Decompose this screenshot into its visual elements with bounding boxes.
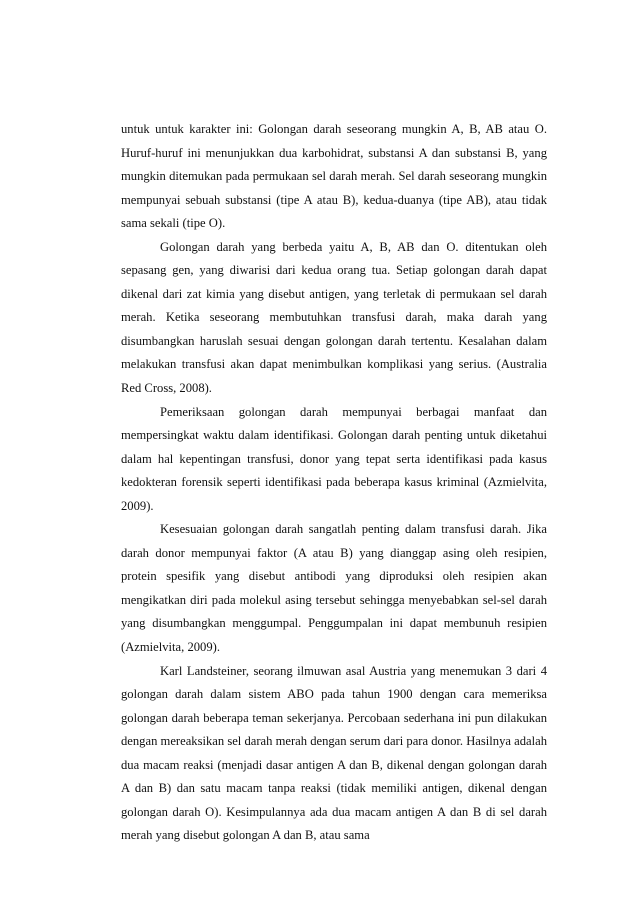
paragraph-landsteiner: Karl Landsteiner, seorang ilmuwan asal Austria yang menemukan 3 dari 4 golongan darah dalam sistem ABO pada tahun 1900 dengan cara memeriksa golongan darah beberapa teman sekerjanya. Percobaan sederhana ini pun dilakukan dengan mereaksikan sel darah merah dengan serum dari para donor. Hasilnya adalah dua macam reaksi (menjadi dasar antigen A dan B, dikenal dengan golongan darah A dan B) dan satu macam tanpa reaksi (tidak memiliki antigen, dikenal dengan golongan darah O). Kesimpulannya ada dua macam antigen A dan B di sel darah merah yang disebut golongan A dan B, atau sama — [121, 663, 547, 843]
paragraph-blood-compatibility: Kesesuaian golongan darah sangatlah penting dalam transfusi darah. Jika darah donor mempunyai faktor (A atau B) yang dianggap asing oleh resipien, protein spesifik yang disebut antibodi yang diproduksi oleh resipien akan mengikatkan diri pada molekul asing tersebut sehingga menyebabkan sel-sel darah yang disumbangkan menggumpal. Penggumpalan ini dapat membunuh resipien (Azmielvita, 2009). — [121, 522, 547, 655]
paragraph-blood-test-benefits: Pemeriksaan golongan darah mempunyai berbagai manfaat dan mempersingkat waktu dalam identifikasi. Golongan darah penting untuk diketahui dalam hal kepentingan transfusi, donor yang tepat serta identifikasi pada kasus kedokteran forensik seperti identifikasi pada beberapa kasus kriminal (Azmielvita, 2009). — [121, 404, 547, 513]
document-page — [121, 118, 547, 848]
paragraph-blood-types-intro: untuk untuk karakter ini: Golongan darah seseorang mungkin A, B, AB atau O. Huruf-huruf ini menunjukkan dua karbohidrat, substansi A dan substansi B, yang mungkin ditemukan pada permukaan sel darah merah. Sel darah seseorang mungkin mempunyai sebuah substansi (tipe A atau B), kedua-duanya (tipe AB), atau tidak sama sekali (tipe O). — [121, 122, 547, 231]
paragraph-blood-groups-antigen: Golongan darah yang berbeda yaitu A, B, AB dan O. ditentukan oleh sepasang gen, yang diwarisi dari kedua orang tua. Setiap golongan darah dapat dikenal dari zat kimia yang disebut antigen, yang terletak di permukaan sel darah merah. Ketika seseorang membutuhkan transfusi darah, maka darah yang disumbangkan haruslah sesuai dengan golongan darah tertentu. Kesalahan dalam melakukan transfusi akan dapat menimbulkan komplikasi yang serius. (Australia Red Cross, 2008). — [121, 239, 547, 396]
